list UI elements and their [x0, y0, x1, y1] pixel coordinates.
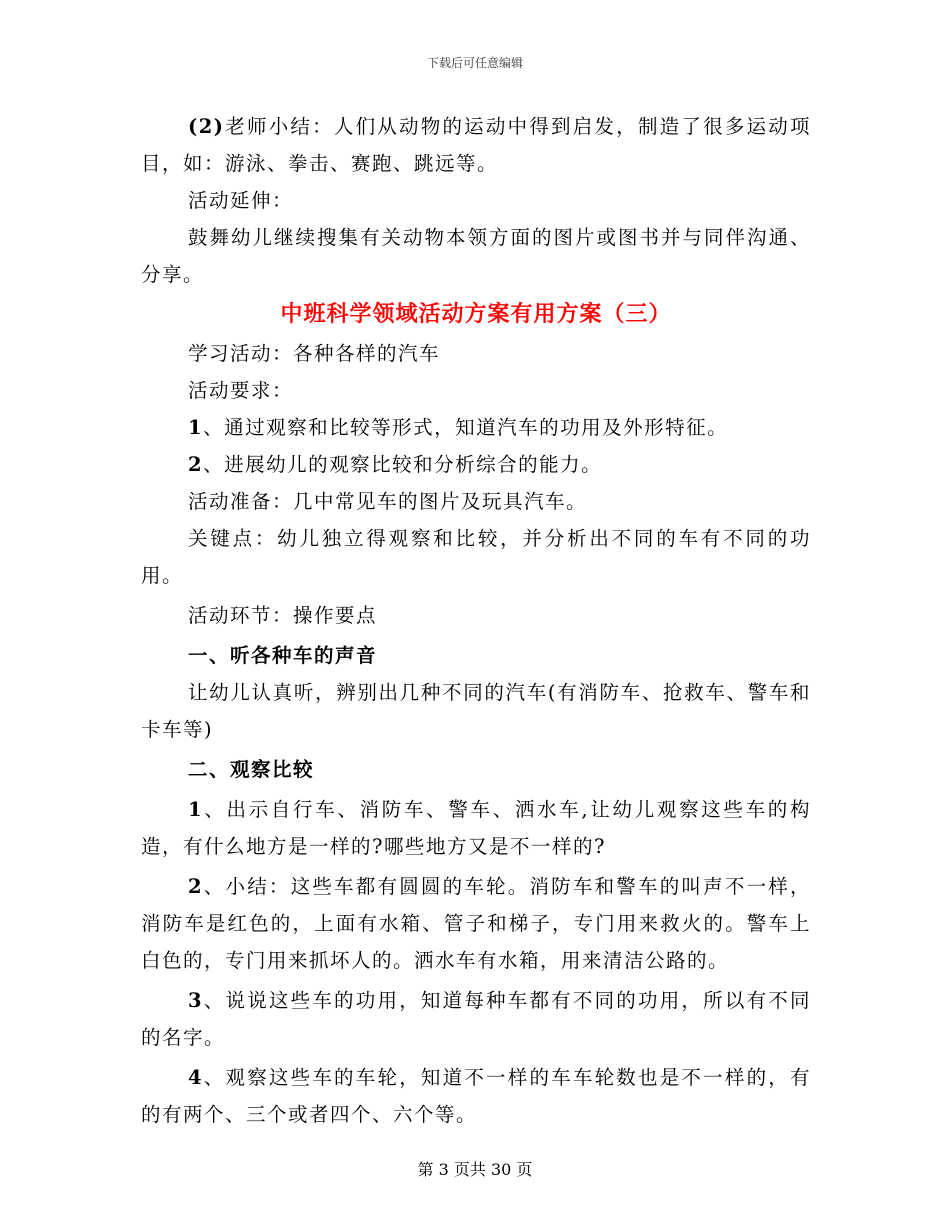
paragraph-key-points: 关键点：幼儿独立得观察和比较，并分析出不同的车有不同的功用。 — [141, 527, 811, 587]
paragraph-text: 老师小结：人们从动物的运动中得到启发，制造了很多运动项目，如：游泳、拳击、赛跑、跳远等。 — [141, 115, 811, 175]
item-number: 2 — [188, 453, 204, 476]
paragraph-activity-steps: 活动环节：操作要点 — [188, 604, 378, 627]
paragraph-activity-preparation: 活动准备：几中常见车的图片及玩具汽车。 — [188, 490, 588, 513]
subheading-observe-compare: 二、观察比较 — [188, 758, 315, 781]
item-number: 1 — [188, 416, 204, 439]
list-item — [141, 868, 811, 979]
list-item — [141, 446, 811, 483]
paragraph-listen-instructions: 让幼儿认真听，辨别出几种不同的汽车(有消防车、抢救车、警车和卡车等) — [141, 681, 811, 741]
list-item — [141, 791, 811, 865]
list-item-text: 、进展幼儿的观察比较和分析综合的能力。 — [203, 453, 603, 476]
list-item-text: 、出示自行车、消防车、警车、洒水车,让幼儿观察这些车的构造，有什么地方是一样的?哪些地方又是不一样的? — [141, 798, 811, 858]
document-body — [141, 108, 811, 1133]
paragraph-teacher-summary — [141, 108, 811, 182]
list-item — [141, 982, 811, 1056]
paragraph-activity-extension: 鼓舞幼儿继续搜集有关动物本领方面的图片或图书并与同伴沟通、分享。 — [141, 226, 811, 286]
item-number: 4 — [188, 1066, 204, 1089]
list-item — [141, 1059, 811, 1133]
list-item-text: 、通过观察和比较等形式，知道汽车的功用及外形特征。 — [203, 416, 729, 439]
item-number: 3 — [188, 989, 204, 1012]
list-item-text: 、观察这些车的车轮，知道不一样的车车轮数也是不一样的，有的有两个、三个或者四个、六个等。 — [141, 1066, 811, 1126]
item-number: (2) — [188, 115, 225, 138]
list-item-text: 、小结：这些车都有圆圆的车轮。消防车和警车的叫声不一样，消防车是红色的，上面有水箱、管子和梯子，专门用来救火的。警车上白色的，专门用来抓坏人的。洒水车有水箱，用来清洁公路的。 — [141, 875, 811, 972]
list-item — [141, 409, 811, 446]
item-number: 2 — [188, 875, 204, 898]
paragraph-activity-requirements-label: 活动要求： — [188, 379, 294, 402]
section-heading: 中班科学领域活动方案有用方案（三） — [280, 301, 672, 327]
page-header: 下载后可任意编辑 — [426, 56, 523, 70]
item-number: 1 — [188, 798, 204, 821]
paragraph-activity-extension-label: 活动延伸： — [188, 189, 294, 212]
subheading-listen-sounds: 一、听各种车的声音 — [188, 644, 378, 667]
page-footer: 第 3 页共 30 页 — [417, 1160, 533, 1179]
paragraph-learning-activity: 学习活动：各种各样的汽车 — [188, 342, 441, 365]
list-item-text: 、说说这些车的功用，知道每种车都有不同的功用，所以有不同的名字。 — [141, 989, 811, 1049]
